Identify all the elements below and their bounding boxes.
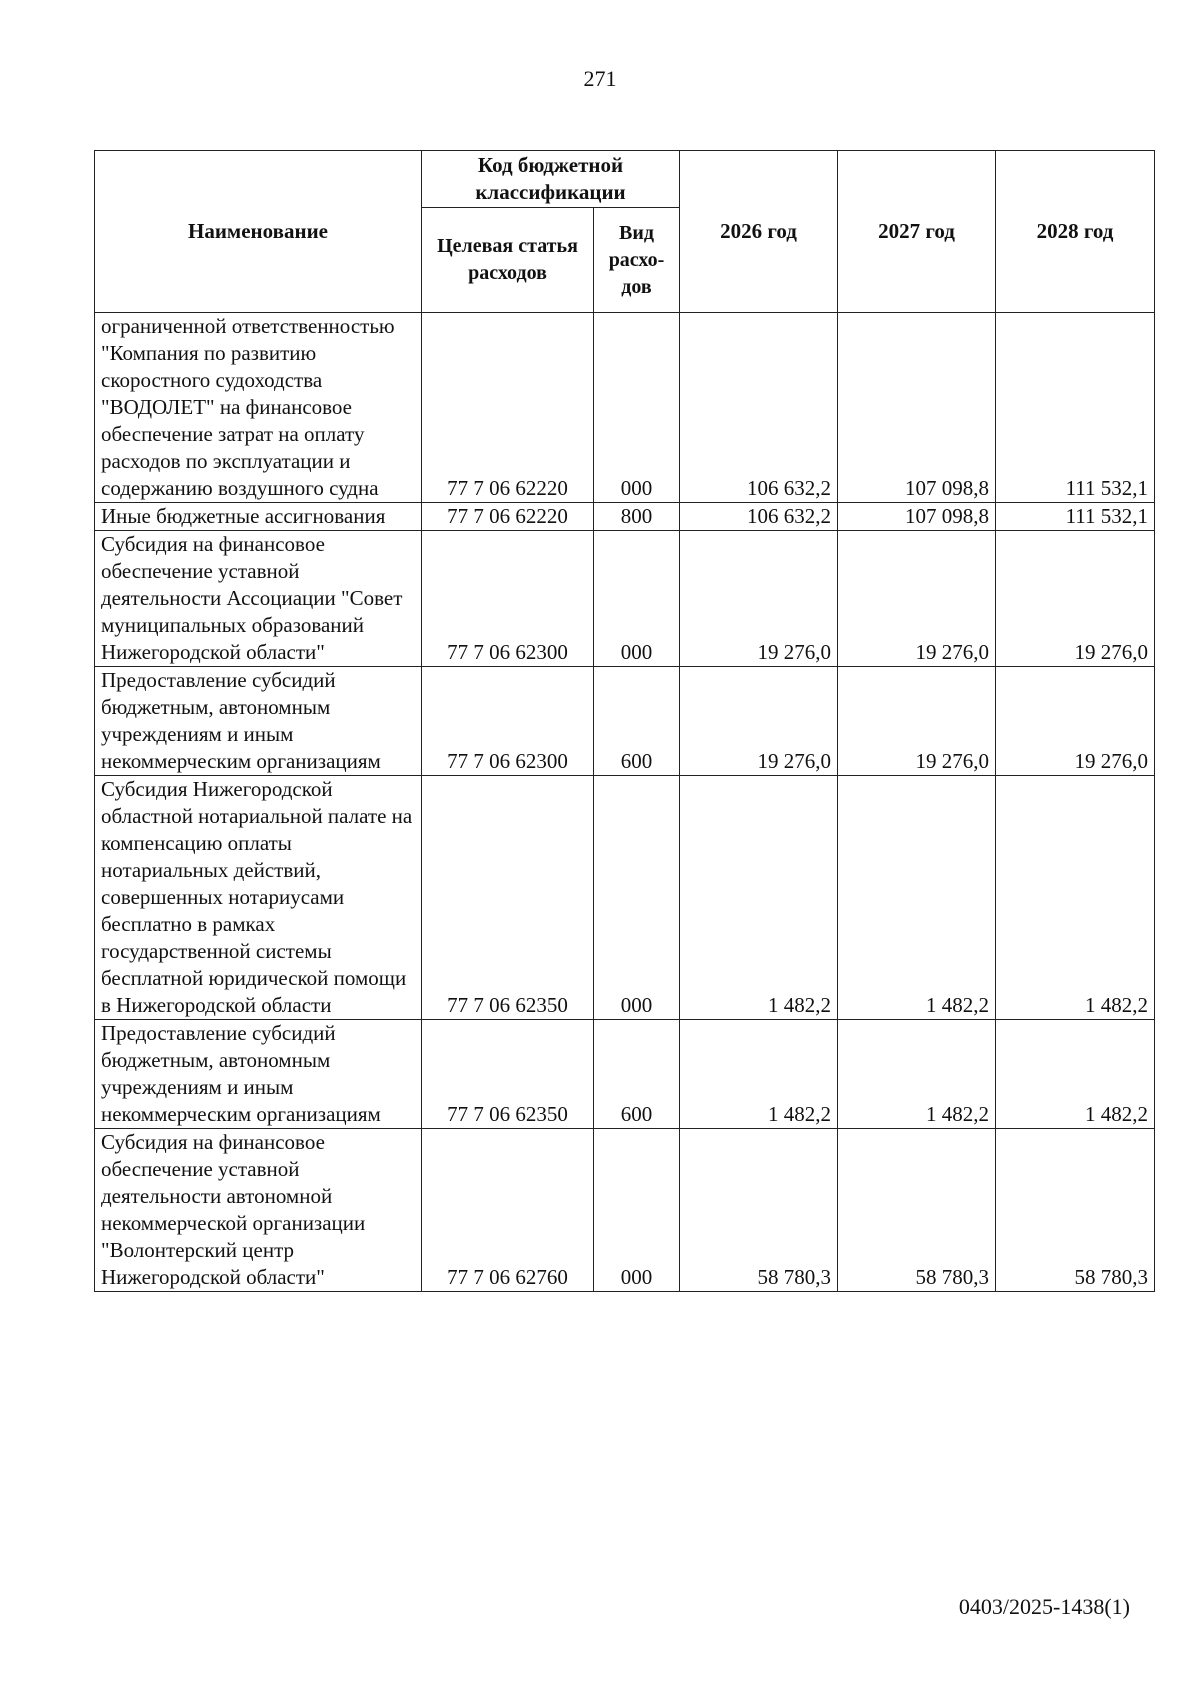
row-expense-type: 000: [594, 313, 680, 503]
header-expense-type: Вид расхо-дов: [594, 208, 680, 313]
header-code-group: Код бюджетной классификации: [422, 151, 680, 208]
budget-table: [94, 150, 1155, 1292]
row-value-2027: 19 276,0: [838, 531, 996, 667]
row-value-2026: 19 276,0: [680, 667, 838, 776]
row-value-2028: 19 276,0: [996, 531, 1155, 667]
table-row: [95, 503, 1155, 531]
page-number: 271: [583, 66, 617, 91]
row-value-2026: 106 632,2: [680, 503, 838, 531]
table-row: [95, 313, 1155, 503]
header-target-article: Целевая статья расходов: [422, 208, 594, 313]
row-name: Предоставление субсидий бюджетным, автономным учреждениям и иным некоммерческим организациям: [95, 667, 422, 776]
row-value-2027: 1 482,2: [838, 1020, 996, 1129]
row-expense-type: 000: [594, 776, 680, 1020]
row-value-2028: 111 532,1: [996, 313, 1155, 503]
row-name: Предоставление субсидий бюджетным, автономным учреждениям и иным некоммерческим организациям: [95, 1020, 422, 1129]
header-name: Наименование: [95, 151, 422, 313]
row-value-2027: 58 780,3: [838, 1129, 996, 1292]
table-row: [95, 531, 1155, 667]
table-row: [95, 1020, 1155, 1129]
row-expense-type: 800: [594, 503, 680, 531]
row-expense-type: 600: [594, 667, 680, 776]
row-value-2028: 111 532,1: [996, 503, 1155, 531]
row-target-article: 77 7 06 62300: [422, 531, 594, 667]
table-body: [95, 313, 1155, 1292]
row-target-article: 77 7 06 62300: [422, 667, 594, 776]
row-name: Субсидия Нижегородской областной нотариальной палате на компенсацию оплаты нотариальных действий, совершенных нотариусами бесплатно в рамках государственной системы бесплатной юридической помощи в Нижегородской области: [95, 776, 422, 1020]
row-value-2027: 107 098,8: [838, 503, 996, 531]
row-value-2026: 58 780,3: [680, 1129, 838, 1292]
row-value-2026: 19 276,0: [680, 531, 838, 667]
row-value-2027: 1 482,2: [838, 776, 996, 1020]
header-2027: 2027 год: [838, 151, 996, 313]
row-target-article: 77 7 06 62220: [422, 503, 594, 531]
row-value-2026: 1 482,2: [680, 776, 838, 1020]
row-value-2027: 19 276,0: [838, 667, 996, 776]
row-target-article: 77 7 06 62350: [422, 776, 594, 1020]
row-target-article: 77 7 06 62220: [422, 313, 594, 503]
row-value-2028: 19 276,0: [996, 667, 1155, 776]
row-value-2027: 107 098,8: [838, 313, 996, 503]
document-code: 0403/2025-1438(1): [958, 1594, 1130, 1619]
row-expense-type: 600: [594, 1020, 680, 1129]
row-name: Субсидия на финансовое обеспечение уставной деятельности Ассоциации "Совет муниципальных образований Нижегородской области": [95, 531, 422, 667]
row-name: Иные бюджетные ассигнования: [95, 503, 422, 531]
row-value-2026: 1 482,2: [680, 1020, 838, 1129]
table-row: [95, 667, 1155, 776]
row-value-2026: 106 632,2: [680, 313, 838, 503]
header-2026: 2026 год: [680, 151, 838, 313]
table-row: [95, 1129, 1155, 1292]
row-target-article: 77 7 06 62760: [422, 1129, 594, 1292]
table-header: [95, 151, 1155, 313]
row-value-2028: 1 482,2: [996, 1020, 1155, 1129]
header-2028: 2028 год: [996, 151, 1155, 313]
table-row: [95, 776, 1155, 1020]
row-name: Субсидия на финансовое обеспечение уставной деятельности автономной некоммерческой организации "Волонтерский центр Нижегородской области": [95, 1129, 422, 1292]
row-value-2028: 58 780,3: [996, 1129, 1155, 1292]
row-value-2028: 1 482,2: [996, 776, 1155, 1020]
row-target-article: 77 7 06 62350: [422, 1020, 594, 1129]
row-name: ограниченной ответственностью "Компания по развитию скоростного судоходства "ВОДОЛЕТ" на финансовое обеспечение затрат на оплату расходов по эксплуатации и содержанию воздушного судна: [95, 313, 422, 503]
row-expense-type: 000: [594, 1129, 680, 1292]
row-expense-type: 000: [594, 531, 680, 667]
